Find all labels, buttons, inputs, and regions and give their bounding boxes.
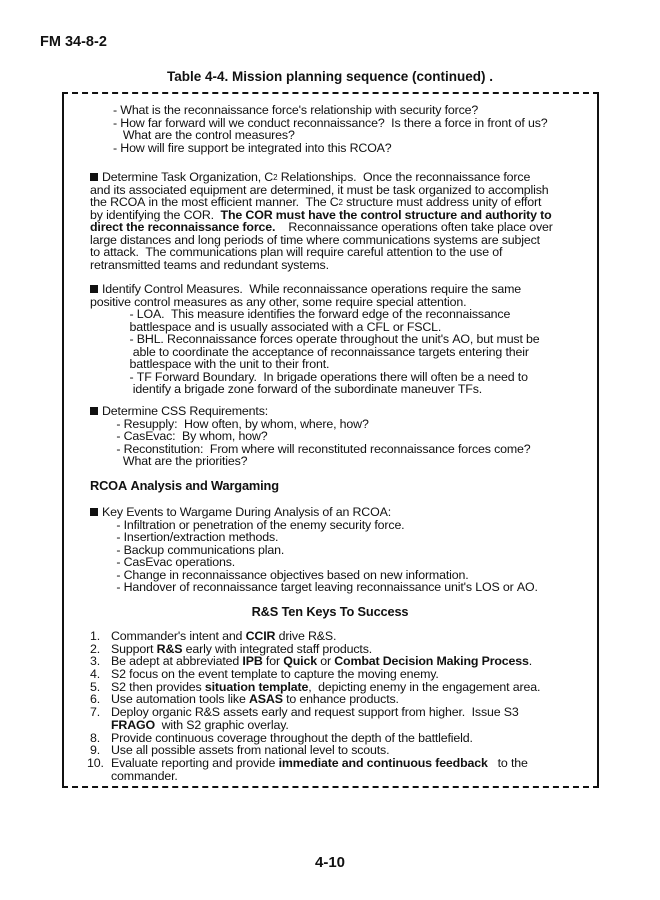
text-run: - TF Forward Boundary. In brigade operations there will often be a need to [90,369,528,384]
bold-text-run: IPB [242,654,263,669]
bold-text-run: R&S [156,641,183,656]
bold-text-run: Combat Decision Making Process [334,654,529,669]
bold-text-run: situation template [204,679,309,694]
css-requirements-paragraph [90,405,531,468]
text-line [90,259,553,272]
text-run: Support [111,641,157,656]
text-run: Reconnaissance operations often take place over [275,220,553,234]
text-run: to the [487,755,528,770]
list-number: 9. [90,743,101,758]
security-questions [113,104,548,154]
superscript: 2 [273,173,278,182]
text-run: Deploy organic R&S assets early and request support from higher. Issue S3 [111,705,519,720]
bold-text-run: Quick [283,654,317,669]
text-run: Identify Control Measures. While reconnaissance operations require the same [102,282,522,296]
square-bullet-icon [90,173,98,181]
text-run: , depicting enemy in the engagement area. [308,679,541,694]
text-run: or [316,654,335,669]
text-run: identify a brigade zone forward of the subordinate maneuver TFs. [90,382,483,396]
bold-text-run: R&S Ten Keys To Success [251,604,409,619]
text-run: by identifying the COR. [90,207,221,222]
text-run: - Handover of reconnaissance target leaving reconnaissance unit's LOS or AO. [90,580,538,594]
text-line [90,581,538,594]
bold-text-run: ASAS [248,692,283,707]
text-run: to attack. The communications plan will require careful attention to the use of [90,245,503,259]
text-run: Key Events to Wargame During Analysis of an RCOA: [102,505,391,519]
square-bullet-icon [90,508,98,516]
text-run: Provide continuous coverage throughout the depth of the battlefield. [111,730,473,745]
text-run: What are the priorities? [90,454,248,468]
control-measures-paragraph [90,283,540,396]
text-line [0,606,660,619]
text-line [90,455,531,468]
text-run: - CasEvac operations. [90,555,236,569]
bold-text-run: The COR must have the control structure and authority to [220,207,552,222]
text-run: - Reconstitution: From where will reconstituted reconnaissance forces come? [90,441,531,456]
text-line [90,383,540,396]
ten-keys-heading [0,606,660,619]
list-text [111,770,178,783]
square-bullet-icon [90,407,98,415]
text-run: to enhance products. [282,692,399,707]
list-number: 2. [90,641,101,656]
bold-text-run: RCOA Analysis and Wargaming [90,478,279,493]
list-number: 8. [90,730,101,745]
text-run: with S2 graphic overlay. [155,717,289,732]
text-run: for [262,654,284,669]
text-run: Commander's intent and [111,629,246,643]
page-number: 4-10 [314,854,346,871]
list-number: 10. [87,755,104,770]
bold-text-run: immediate and continuous feedback [278,755,488,770]
document-id: FM 34-8-2 [40,34,107,50]
text-run: - What is the reconnaissance force's relationship with security force? [113,103,479,117]
list-item [90,770,540,783]
list-number: 4. [90,667,101,682]
text-run: - LOA. This measure identifies the forward edge of the reconnaissance [90,307,511,321]
list-number [90,770,111,783]
list-number: 5. [90,679,101,694]
text-run: the RCOA in the most efficient manner. The C [90,195,339,209]
text-run: able to coordinate the acceptance of reconnaissance targets entering their [90,344,529,359]
bold-text-run: direct the reconnaissance force. [90,220,276,234]
text-run: What are the control measures? [113,128,295,142]
text-line [113,142,548,155]
text-run: S2 then provides [111,679,205,694]
text-run: structure must address unity of effort [342,195,542,209]
text-line [90,480,279,493]
text-run: battlespace and is usually associated with a CFL or FSCL. [90,319,442,334]
text-run: retransmitted teams and redundant systems. [90,257,329,272]
text-run: battlespace with the unit to their front. [90,357,330,371]
bold-text-run: FRAGO [111,717,155,732]
text-run: early with integrated staff products. [182,641,373,656]
text-run: - Resupply: How often, by whom, where, how? [90,416,369,431]
rcoa-analysis-heading [90,480,279,493]
text-run: - CasEvac: By whom, how? [90,429,268,443]
text-run: Be adept at abbreviated [111,654,243,669]
bold-text-run: CCIR [245,629,276,643]
text-run: - Backup communications plan. [90,542,285,557]
text-run: Determine Task Organization, C [102,170,274,184]
list-number: 1. [90,629,101,643]
ten-keys-list [87,629,541,783]
list-number: 6. [90,692,101,707]
text-run: - BHL. Reconnaissance forces operate throughout the unit's AO, but must be [90,332,540,346]
list-number [90,719,111,732]
text-run: drive R&S. [275,629,337,643]
text-run: Determine CSS Requirements: [102,404,269,418]
text-run: Use automation tools like [111,692,249,707]
text-run: Use all possible assets from national level to scouts. [111,743,390,758]
text-run: Relationships. Once the reconnaissance force [277,170,531,184]
list-number: 7. [90,705,101,720]
text-run: - Infiltration or penetration of the enemy security force. [90,517,405,532]
text-run: commander. [111,768,178,783]
text-run: large distances and long periods of time where communications systems are subject [90,232,540,247]
text-run: - How far forward will we conduct reconnaissance? Is there a force in front of us? [113,115,548,130]
top-dashed-border [62,92,599,94]
task-organization-paragraph [90,171,553,271]
key-events-paragraph [90,506,538,594]
text-run: . [528,654,533,669]
text-run: - Insertion/extraction methods. [90,530,279,544]
bottom-dashed-border [62,786,599,788]
square-bullet-icon [90,285,98,293]
table-title: Table 4-4. Mission planning sequence (continued) . [166,69,494,84]
text-run: Evaluate reporting and provide [111,755,279,770]
text-run: - Change in reconnaissance objectives based on new information. [90,567,469,582]
list-number: 3. [90,654,101,669]
text-run: positive control measures as any other, some require special attention. [90,294,467,309]
superscript: 2 [338,198,343,207]
text-run: - How will fire support be integrated into this RCOA? [113,140,392,155]
text-run: S2 focus on the event template to capture the moving enemy. [111,667,439,682]
text-run: and its associated equipment are determined, it must be task organized to accomplish [90,182,549,197]
